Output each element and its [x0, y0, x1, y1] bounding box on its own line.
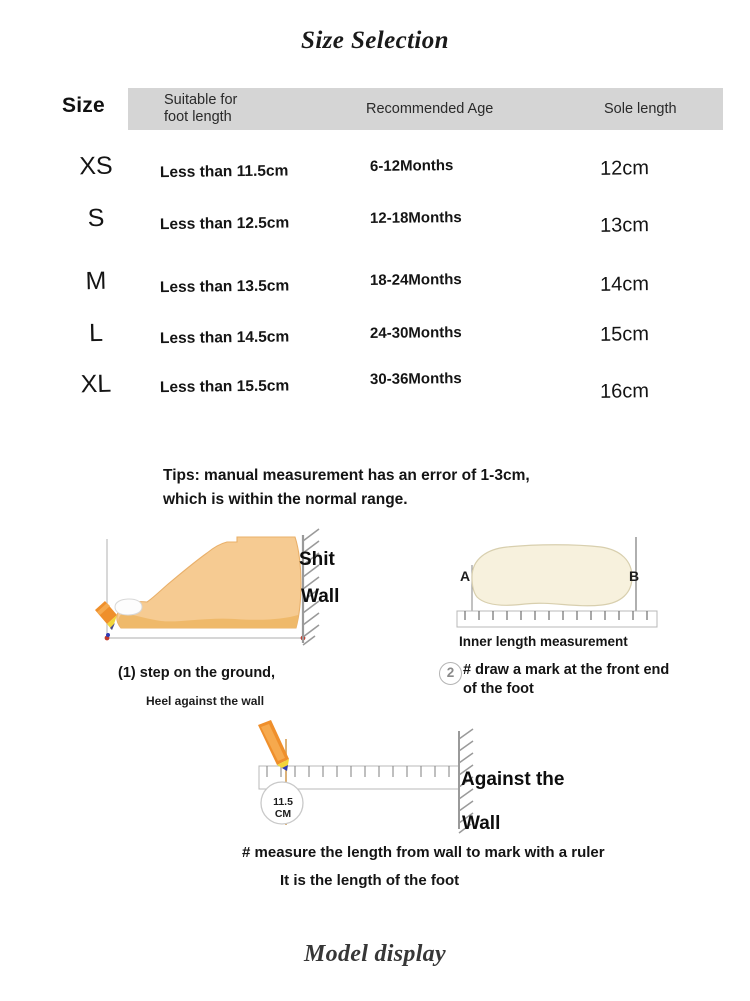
- table-row: [0, 200, 750, 252]
- cell-recommended-age: 18-24Months: [369, 271, 462, 289]
- cell-sole-length: 12cm: [599, 157, 650, 180]
- cell-recommended-age: 24-30Months: [369, 324, 462, 342]
- cell-foot-length: Less than 12.5cm: [159, 214, 290, 234]
- step-3-caption-line-1: # measure the length from wall to mark with a ruler: [242, 844, 605, 861]
- model-display-heading: Model display: [304, 941, 446, 967]
- cell-sole-length: 16cm: [599, 380, 650, 403]
- pencil-icon: [258, 720, 289, 771]
- column-header-size: Size: [62, 94, 105, 117]
- cell-size: L: [88, 318, 104, 348]
- step-1-caption: (1) step on the ground,: [118, 665, 276, 681]
- column-header-foot-length-line1: Suitable for: [164, 92, 238, 108]
- measurement-value: 11.5: [273, 796, 293, 808]
- cell-size: XL: [80, 369, 112, 399]
- tips-note: [163, 464, 633, 512]
- pencil-icon: [95, 601, 117, 630]
- step-3-wall-label-bottom: Wall: [462, 813, 501, 834]
- cell-recommended-age: 6-12Months: [369, 157, 454, 175]
- point-b-label: B: [629, 568, 640, 584]
- step-1-subcaption: Heel against the wall: [146, 694, 265, 708]
- table-row: [0, 365, 750, 417]
- cell-recommended-age: 12-18Months: [369, 209, 462, 227]
- measurement-unit: CM: [274, 808, 292, 821]
- big-toe: [115, 599, 142, 615]
- cell-size: XS: [78, 151, 113, 181]
- step-2-number-badge: 2: [439, 662, 462, 685]
- step-3-caption-line-2: It is the length of the foot: [280, 872, 460, 889]
- cell-size: M: [85, 266, 107, 296]
- pencil-contact-marker: [106, 633, 110, 637]
- step-1-wall-label-bottom: Wall: [301, 586, 340, 607]
- table-row: [0, 262, 750, 314]
- step-2-caption: [463, 661, 693, 698]
- table-row: [0, 314, 750, 366]
- point-a-label: A: [460, 568, 471, 584]
- tips-line-2: which is within the normal range.: [163, 491, 408, 509]
- cell-foot-length: Less than 13.5cm: [159, 277, 290, 297]
- ruler: [457, 611, 657, 627]
- cell-recommended-age: 30-36Months: [369, 370, 462, 388]
- column-header-recommended-age: Recommended Age: [366, 101, 494, 117]
- tips-line-1: Tips: manual measurement has an error of 1-3cm,: [163, 467, 530, 484]
- foot-silhouette: [117, 537, 301, 628]
- cell-sole-length: 15cm: [599, 323, 650, 346]
- cell-sole-length: 13cm: [599, 214, 650, 237]
- step-2-caption-line-2: of the foot: [463, 680, 534, 697]
- step-2-ruler-caption: Inner length measurement: [459, 634, 628, 649]
- step-1-wall-label-top: Shit: [299, 549, 335, 570]
- column-header-sole-length: Sole length: [604, 101, 677, 117]
- page-title: Size Selection: [301, 27, 449, 54]
- cell-sole-length: 14cm: [599, 273, 650, 296]
- step-2-insole-diagram: [455, 535, 665, 645]
- measurement-value-text: [265, 796, 301, 821]
- column-header-foot-length-line2: foot length: [164, 109, 232, 126]
- cell-foot-length: Less than 11.5cm: [159, 162, 289, 182]
- cell-foot-length: Less than 14.5cm: [159, 328, 290, 348]
- step-2-caption-line-1: # draw a mark at the front end: [463, 662, 670, 678]
- step-3-wall-label-top: Against the: [461, 769, 565, 790]
- table-row: [0, 148, 750, 200]
- cell-foot-length: Less than 15.5cm: [159, 377, 290, 397]
- cell-size: S: [87, 203, 105, 233]
- column-header-foot-length: [164, 92, 294, 126]
- insole-shape: [472, 545, 632, 606]
